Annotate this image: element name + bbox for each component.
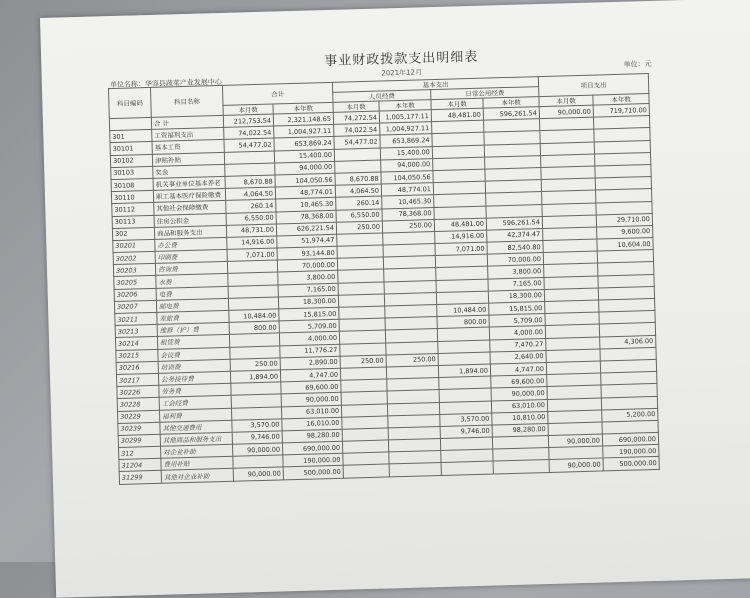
cell-amount: 15,815.00 xyxy=(279,307,339,321)
cell-amount: 690,000.00 xyxy=(282,441,342,455)
cell-amount: 626,221.54 xyxy=(276,222,336,236)
cell-code: 30108 xyxy=(111,178,153,191)
cell-amount: 250.00 xyxy=(386,353,438,367)
cell-code: 301 xyxy=(110,130,152,143)
header-month: 本月数 xyxy=(431,98,483,109)
cell-amount: 3,570.00 xyxy=(232,419,282,433)
cell-amount: 4,000.00 xyxy=(279,332,339,346)
cell-name: 租赁费 xyxy=(157,335,229,349)
cell-code: 30110 xyxy=(111,191,153,204)
cell-code: 30206 xyxy=(114,288,156,301)
cell-amount: 3,800.00 xyxy=(488,265,544,279)
cell-amount: 4,064.50 xyxy=(225,187,275,201)
cell-amount: 719,710.00 xyxy=(593,104,649,118)
cell-name: 差旅费 xyxy=(157,310,229,324)
cell-name: 福利费 xyxy=(159,408,231,422)
cell-code: 30226 xyxy=(117,385,159,398)
cell-amount: 78,368.00 xyxy=(276,210,336,224)
cell-amount: 7,470.27 xyxy=(490,338,546,352)
cell-amount: 653,869.24 xyxy=(380,134,432,148)
cell-amount: 250.00 xyxy=(336,221,382,234)
cell-amount: 653,869.24 xyxy=(274,137,334,151)
cell-code: 30205 xyxy=(114,276,156,289)
cell-name: 培训费 xyxy=(158,359,230,373)
cell-amount: 4,747.00 xyxy=(280,368,340,382)
cell-amount: 10,465.30 xyxy=(276,198,336,212)
header-project: 项目支出 xyxy=(538,74,649,97)
cell-amount: 260.14 xyxy=(226,199,276,213)
cell-amount: 1,005,177.11 xyxy=(379,110,431,124)
cell-amount: 98,280.00 xyxy=(492,423,548,437)
header-name: 科目名称 xyxy=(150,85,223,117)
cell-amount: 6,550.00 xyxy=(226,211,276,225)
cell-amount: 69,600.00 xyxy=(281,380,341,394)
cell-name: 其他交通费用 xyxy=(160,420,232,434)
cell-amount: 4,747.00 xyxy=(490,362,546,376)
cell-amount: 596,261.54 xyxy=(486,216,542,230)
cell-name: 基本工资 xyxy=(152,140,224,154)
cell-amount: 48,774.01 xyxy=(275,185,335,199)
cell-amount: 9,746.00 xyxy=(232,431,282,445)
cell-code: 302 xyxy=(112,227,154,240)
cell-name: 合 计 xyxy=(151,115,223,129)
header-month: 本月数 xyxy=(333,101,379,112)
cell-code: 30103 xyxy=(111,166,153,179)
cell-amount: 98,280.00 xyxy=(282,429,342,443)
cell-code: 30213 xyxy=(115,325,157,338)
cell-amount: 7,165.00 xyxy=(278,283,338,297)
cell-amount xyxy=(441,461,493,475)
cell-code: 30228 xyxy=(117,398,159,411)
header-month: 本月数 xyxy=(539,95,593,107)
cell-amount: 70,000.00 xyxy=(277,259,337,273)
cell-name: 维修（护）费 xyxy=(157,323,229,337)
cell-name: 机关事业单位基本养老 xyxy=(153,176,225,190)
cell-amount: 104,050.56 xyxy=(275,173,335,187)
cell-amount: 69,600.00 xyxy=(491,375,547,389)
cell-name: 会议费 xyxy=(158,347,230,361)
cell-amount: 8,670.88 xyxy=(335,172,381,185)
cell-code: 30102 xyxy=(110,154,152,167)
cell-amount: 10,810.00 xyxy=(492,411,548,425)
cell-amount: 10,604.00 xyxy=(597,238,653,252)
cell-amount: 90,000.00 xyxy=(232,443,282,457)
cell-amount: 29,710.00 xyxy=(596,213,652,227)
cell-amount: 63,010.00 xyxy=(491,399,547,413)
cell-amount: 190,000.00 xyxy=(283,453,343,467)
header-code: 科目编码 xyxy=(108,87,151,118)
cell-code: 30239 xyxy=(118,422,160,435)
cell-amount: 10,465.30 xyxy=(382,195,434,209)
cell-code: 312 xyxy=(119,446,161,459)
cell-amount: 2,640.00 xyxy=(490,350,546,364)
cell-amount: 3,800.00 xyxy=(278,271,338,285)
report-paper xyxy=(40,0,750,598)
cell-amount: 42,374.47 xyxy=(487,228,543,242)
cell-amount: 48,481.00 xyxy=(434,218,486,232)
unit-name: 单位名称：华容县蔬菜产业发展中心 xyxy=(109,77,222,90)
cell-amount: 18,300.00 xyxy=(278,295,338,309)
cell-name: 对企业补助 xyxy=(161,444,233,458)
cell-amount: 51,974.47 xyxy=(277,234,337,248)
header-daily: 日常公用经费 xyxy=(431,87,539,100)
cell-amount: 260.14 xyxy=(336,196,382,209)
header-personnel: 人员经费 xyxy=(333,90,431,103)
cell-code: 30112 xyxy=(112,203,154,216)
cell-amount: 250.00 xyxy=(382,219,434,233)
cell-amount: 90,000.00 xyxy=(233,467,283,481)
cell-amount: 18,300.00 xyxy=(488,289,544,303)
cell-name: 工会经费 xyxy=(159,396,231,410)
cell-amount: 5,709.00 xyxy=(489,314,545,328)
cell-name: 电费 xyxy=(156,286,228,300)
cell-amount: 15,400.00 xyxy=(274,149,334,163)
cell-name: 水费 xyxy=(156,274,228,288)
cell-amount: 800.00 xyxy=(229,321,279,335)
cell-amount: 54,477.02 xyxy=(334,135,380,148)
cell-amount: 82,540.80 xyxy=(487,241,543,255)
cell-name: 其他对企业补助 xyxy=(161,469,233,483)
cell-amount: 90,000.00 xyxy=(281,393,341,407)
cell-name: 津贴补贴 xyxy=(152,152,224,166)
cell-amount: 10,484.00 xyxy=(437,303,489,317)
table-body xyxy=(109,104,659,485)
cell-amount: 7,165.00 xyxy=(488,277,544,291)
cell-name: 咨询费 xyxy=(155,262,227,276)
expenditure-table xyxy=(108,73,660,485)
cell-amount: 48,774.01 xyxy=(381,183,433,197)
cell-amount: 500,000.00 xyxy=(283,466,343,480)
cell-amount: 2,321,148.65 xyxy=(273,112,333,126)
cell-amount xyxy=(493,460,549,474)
cell-name: 其他社会保障缴费 xyxy=(154,201,226,215)
header-month: 本月数 xyxy=(223,104,273,115)
cell-amount: 14,916.00 xyxy=(435,230,487,244)
header-total: 合计 xyxy=(222,82,333,105)
cell-amount: 10,484.00 xyxy=(229,309,279,323)
cell-name: 邮电费 xyxy=(156,298,228,312)
cell-amount: 1,894.00 xyxy=(438,364,490,378)
cell-amount: 70,000.00 xyxy=(487,253,543,267)
header-year: 本年数 xyxy=(379,100,431,111)
cell-name: 其他商品和服务支出 xyxy=(160,432,232,446)
cell-amount: 6,550.00 xyxy=(336,209,382,222)
cell-code: 30207 xyxy=(114,300,156,313)
cell-amount: 250.00 xyxy=(340,355,386,368)
cell-code: 30101 xyxy=(110,142,152,155)
cell-code: 30211 xyxy=(115,312,157,325)
cell-amount: 94,000.00 xyxy=(381,158,433,172)
cell-name: 职工基本医疗保险缴费 xyxy=(153,189,225,203)
cell-amount: 800.00 xyxy=(437,315,489,329)
cell-amount: 5,709.00 xyxy=(279,319,339,333)
cell-amount: 94,000.00 xyxy=(275,161,335,175)
cell-amount: 93,144.80 xyxy=(277,246,337,260)
cell-amount: 48,481.00 xyxy=(431,108,483,122)
header-year: 本年数 xyxy=(593,94,649,106)
cell-code: 30113 xyxy=(112,215,154,228)
cell-amount: 90,000.00 xyxy=(491,387,547,401)
cell-name: 住房公积金 xyxy=(154,213,226,227)
cell-name: 工资福利支出 xyxy=(152,128,224,142)
cell-code: 30202 xyxy=(113,251,155,264)
cell-amount: 1,004,927.11 xyxy=(274,125,334,139)
cell-amount: 4,064.50 xyxy=(335,184,381,197)
cell-code: 31204 xyxy=(119,459,161,472)
cell-amount: 5,200.00 xyxy=(602,408,658,422)
cell-amount: 250.00 xyxy=(230,358,280,372)
cell-amount: 7,071.00 xyxy=(435,242,487,256)
cell-amount: 7,071.00 xyxy=(227,248,277,262)
cell-amount: 74,022.54 xyxy=(224,126,274,140)
cell-name: 办公费 xyxy=(155,237,227,251)
cell-amount: 1,894.00 xyxy=(230,370,280,384)
unit-currency: 单位：元 xyxy=(623,59,652,69)
cell-amount: 15,400.00 xyxy=(380,146,432,160)
header-year: 本年数 xyxy=(273,102,333,114)
header-basic: 基本支出 xyxy=(332,77,538,93)
cell-amount: 3,570.00 xyxy=(440,413,492,427)
cell-code: 30214 xyxy=(115,337,157,350)
cell-amount: 9,600.00 xyxy=(597,225,653,239)
cell-amount: 4,000.00 xyxy=(489,326,545,340)
cell-amount: 90,000.00 xyxy=(539,105,593,119)
cell-name: 印刷费 xyxy=(155,249,227,263)
cell-amount: 14,916.00 xyxy=(227,236,277,250)
report-title: 事业财政拨款支出明细表 xyxy=(324,49,479,70)
cell-amount: 500,000.00 xyxy=(603,457,659,471)
report-date: 2021年12月 xyxy=(381,68,423,78)
cell-amount: 190,000.00 xyxy=(603,445,659,459)
cell-amount: 78,368.00 xyxy=(382,207,434,221)
header-year: 本年数 xyxy=(483,97,539,109)
cell-code: 30229 xyxy=(118,410,160,423)
cell-amount: 16,010.00 xyxy=(282,417,342,431)
cell-code: 30203 xyxy=(113,264,155,277)
cell-amount: 90,000.00 xyxy=(549,458,603,472)
cell-code: 30216 xyxy=(116,361,158,374)
cell-amount: 4,306.00 xyxy=(600,335,656,349)
cell-amount: 9,746.00 xyxy=(440,425,492,439)
cell-amount: 596,261.54 xyxy=(483,107,539,121)
cell-amount: 54,477.02 xyxy=(224,138,274,152)
cell-code: 30217 xyxy=(116,373,158,386)
cell-amount: 74,272.54 xyxy=(333,111,379,124)
cell-amount xyxy=(343,464,389,477)
cell-amount: 74,022.54 xyxy=(334,123,380,136)
cell-amount: 15,815.00 xyxy=(489,302,545,316)
cell-code: 30201 xyxy=(113,239,155,252)
cell-amount: 11,776.27 xyxy=(280,344,340,358)
cell-name: 费用补贴 xyxy=(161,457,233,471)
cell-name: 商品和服务支出 xyxy=(154,225,226,239)
cell-amount: 212,753.54 xyxy=(223,114,273,128)
cell-name: 公务接待费 xyxy=(158,371,230,385)
cell-code: 30215 xyxy=(116,349,158,362)
cell-amount: 8,670.88 xyxy=(225,175,275,189)
cell-amount: 104,050.56 xyxy=(381,171,433,185)
cell-amount: 90,000.00 xyxy=(548,434,602,448)
cell-code: 30299 xyxy=(118,434,160,447)
cell-amount: 48,731.00 xyxy=(226,224,276,238)
cell-amount: 1,004,927.11 xyxy=(380,122,432,136)
cell-amount: 63,010.00 xyxy=(281,405,341,419)
cell-amount: 2,890.00 xyxy=(280,356,340,370)
cell-amount: 690,000.00 xyxy=(602,432,658,446)
cell-name: 奖金 xyxy=(153,164,225,178)
cell-amount xyxy=(389,463,441,477)
cell-code: 31299 xyxy=(119,471,161,484)
cell-name: 劳务费 xyxy=(159,383,231,397)
